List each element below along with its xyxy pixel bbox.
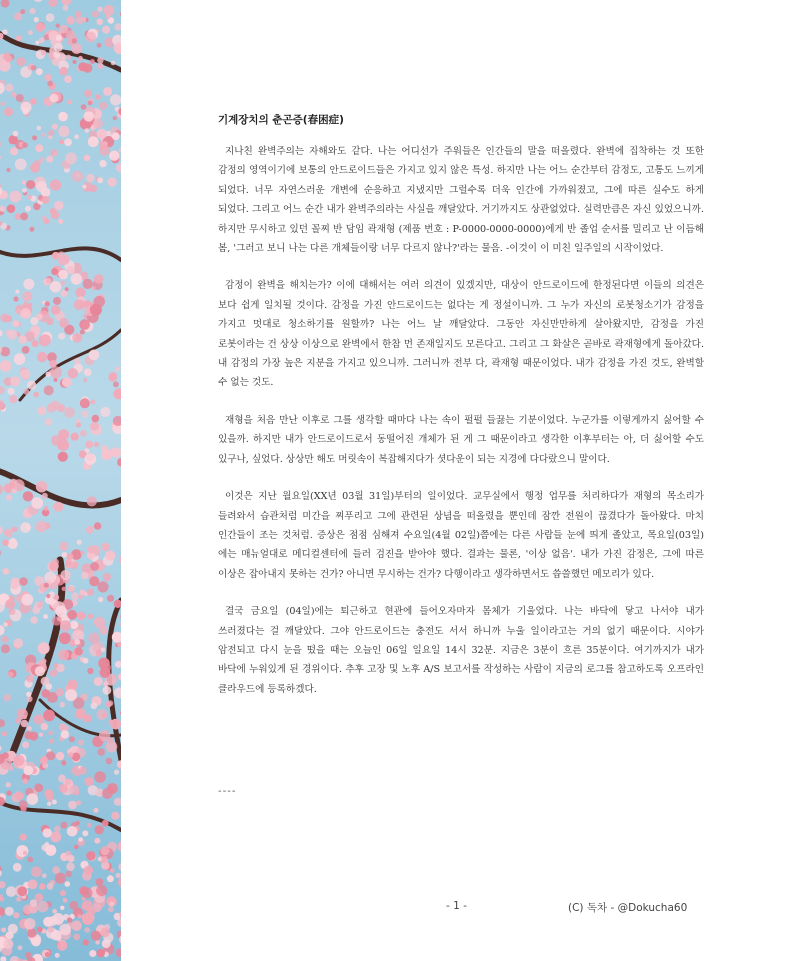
paragraph-2: 감정이 완벽을 해치는가? 이에 대해서는 여러 의견이 있겠지만, 대상이 안드로이드에 한정된다면 이들의 의견은 보다 쉽게 일치될 것이다. 감정을 가진 안드로이드는 없다는 게 정설이니까. 그 누가 자신의 로봇청소기가 감정을 가지고 멋대로 청소하기를 원할까? 나는 어느 날 깨달았다. 그동안 자신만만하게 살아왔지만, 감정을 가진 로봇이라는 건 상상 이상으로 완벽에서 한참 먼 존재일지도 모른다고. 그리고 그 화살은 곧바로 곽재형에게 돌아갔다. 내 감정의 가장 높은 지분을 가지고 있으니까. 그러니까 전부 다, 곽재형 때문이었다. 내가 감정을 가진 것도, 완벽할 수 없는 것도. [218,280,704,389]
paragraph-5: 결국 금요일 (04일)에는 퇴근하고 현관에 들어오자마자 몸체가 기울었다. 나는 바닥에 닿고 나서야 내가 쓰러졌다는 걸 깨달았다. 그야 안드로이드는 충전도 서서 하니까 누울 일이라고는 거의 없기 때문이다. 시야가 암전되고 다시 눈을 떴을 때는 오늘인 06일 일요일 14시 32분. 지금은 3분이 흐른 35분이다. 여기까지가 내가 바닥에 누워있게 된 경위이다. 추후 고장 및 노후 A/S 보고서를 작성하는 사람이 지금의 로그를 참고하도록 오프라인 클라우드에 등록하겠다. [218,606,704,695]
copyright-credit: (C) 독차 - @Dokucha60 [568,902,688,914]
document-title: 기계장치의 춘곤증(春困症) [218,114,344,126]
paragraph-3: 재형을 처음 만난 이후로 그를 생각할 때마다 나는 속이 펄펄 들끓는 기분이었다. 누군가를 이렇게까지 싫어할 수 있을까. 하지만 내가 안드로이드로서 동떨어진 개체가 된 게 그 때문이라고 생각한 이후부터는 아, 더 싫어할 수도 있구나, 싶었다. 상상만 해도 머릿속이 복잡해지다가 셧다운이 되는 지경에 다다랐으니 말이다. [218,414,704,465]
document-page [218,112,704,717]
paragraph-4: 이것은 지난 월요일(XX년 03월 31일)부터의 일이었다. 교무실에서 행정 업무를 처리하다가 재형의 목소리가 들려와서 습관처럼 미간을 찌푸리고 그에 관련된 상념을 떠올렸을 뿐인데 잠깐 전원이 끊겼다가 돌아왔다. 마치 인간들이 조는 것처럼. 증상은 점점 심해져 수요일(4월 02일)쯤에는 다른 사람들 눈에 띄게 졸았고, 목요일(03일)에는 매뉴얼대로 메디컬센터에 들러 검진을 받아야 했다. 결과는 물론, '이상 없음'. 내가 가진 감정은, 그에 따른 이상은 잡아내지 못하는 건가? 아니면 무시하는 건가? 다행이라고 생각하면서도 씁쓸했던 메모리가 있다. [218,491,704,580]
section-divider: ---- [218,786,237,797]
paragraph-1: 지나친 완벽주의는 자해와도 같다. 나는 어디선가 주워들은 인간들의 말을 떠올렸다. 완벽에 집착하는 것 또한 감정의 영역이기에 보통의 안드로이드들은 가지고 있지 않은 특성. 하지만 나는 어느 순간부터 감정도, 고통도 느끼게 되었다. 너무 자연스러운 개변에 순응하고 지냈지만 그럴수록 더욱 인간에 가까워졌고, 그에 따른 실수도 하게 되었다. 그리고 어느 순간 내가 완벽주의라는 사실을 깨달았다. 거기까지도 상관없었다. 실력만큼은 자신 있었으니까. 하지만 무시하고 있던 꼴찌 반 담임 곽재형 (제품 번호 : P-0000-0000-0000)에게 반 졸업 순서를 밀리고 난 이듬해 봄, '그러고 보니 나는 다른 개체들이랑 너무 다르지 않나?'라는 물음. -이것이 이 미친 일주일의 시작이었다. [218,146,704,255]
page-number: - 1 - [446,900,467,912]
cherry-blossom-image [0,0,121,961]
